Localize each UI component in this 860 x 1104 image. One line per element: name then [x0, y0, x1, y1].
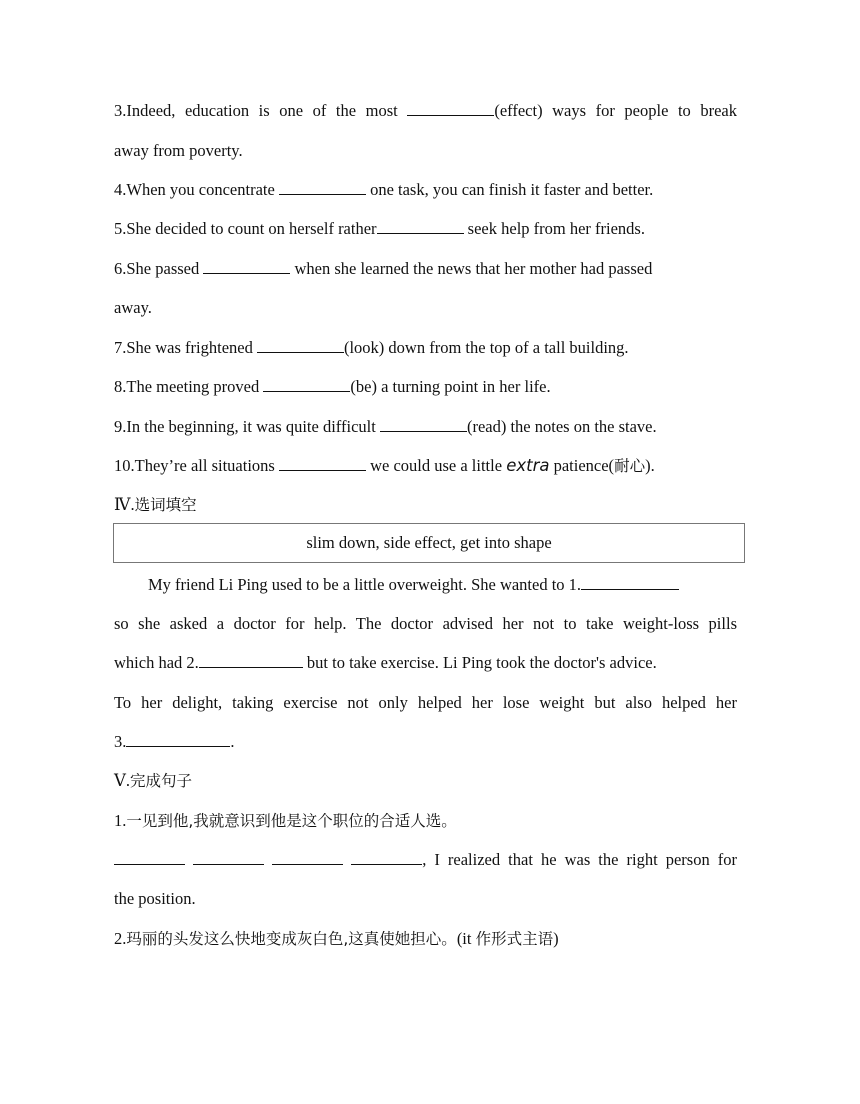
question-3-continuation: away from poverty. — [114, 141, 243, 160]
chinese-sentence: 一见到他,我就意识到他是这个职位的合适人选。 — [126, 812, 457, 830]
question-9 — [114, 416, 657, 438]
passage-text: but to take exercise. Li Ping took the doctor's advice. — [302, 653, 657, 672]
question-6-continuation: away. — [114, 298, 152, 317]
question-9-hint: (read) the notes on the stave. — [466, 417, 657, 436]
question-10 — [114, 455, 655, 477]
question-10-word: extra — [506, 456, 550, 475]
section-5-numeral: Ⅴ. — [114, 771, 131, 790]
answer-blank-1[interactable] — [581, 574, 679, 590]
question-3-text: 3.Indeed, education is one of the most — [114, 101, 408, 120]
word-bank-box — [113, 523, 745, 563]
question-9-text: 9.In the beginning, it was quite difficult — [114, 417, 380, 436]
chinese-sentence: 玛丽的头发这么快地变成灰白色,这真使她担心。 — [126, 930, 457, 948]
question-6-rest: when she learned the news that her mother had passed — [290, 259, 653, 278]
question-7 — [114, 337, 629, 359]
note-text: 作形式主语 — [475, 930, 554, 948]
section-4-title: 选词填空 — [134, 496, 197, 514]
question-10-middle: we could use a little — [365, 456, 507, 475]
answer-blank[interactable] — [272, 849, 343, 865]
question-7-text: 7.She was frightened — [114, 338, 257, 357]
question-number: 1. — [114, 811, 127, 830]
word-bank-text: slim down, side effect, get into shape — [306, 533, 552, 552]
answer-blank[interactable] — [193, 849, 264, 865]
question-4-rest: one task, you can finish it faster and better. — [365, 180, 654, 199]
question-10-after: patience( — [549, 456, 615, 475]
answer-blank[interactable] — [279, 179, 366, 195]
question-7-hint: (look) down from the top of a tall building. — [343, 338, 629, 357]
passage-text: My friend Li Ping used to be a little overweight. She wanted to 1. — [148, 575, 582, 594]
question-3 — [114, 100, 737, 122]
question-10-gloss: 耐心 — [614, 457, 646, 475]
question-5-text: 5.She decided to count on herself rather — [114, 219, 377, 238]
question-10-end: ). — [645, 456, 655, 475]
section-4-heading — [114, 494, 197, 516]
question-5-rest: seek help from her friends. — [463, 219, 645, 238]
answer-blank-2[interactable] — [199, 652, 303, 668]
question-4-text: 4.When you concentrate — [114, 180, 279, 199]
answer-blank[interactable] — [279, 455, 366, 471]
translation-question-1 — [114, 810, 457, 832]
answer-blank[interactable] — [263, 376, 350, 392]
passage-text: which had 2. — [114, 653, 199, 672]
translation-answer-1-continuation: the position. — [114, 889, 196, 908]
question-3-hint: (effect) ways for people to break — [494, 101, 738, 120]
question-4 — [114, 179, 653, 201]
answer-blank[interactable] — [377, 218, 464, 234]
passage-line-1 — [148, 574, 679, 596]
answer-blank[interactable] — [351, 849, 422, 865]
note-open: (it — [456, 929, 476, 948]
passage-line-4: To her delight, taking exercise not only helped her lose weight but also helped her — [114, 693, 737, 712]
question-8-text: 8.The meeting proved — [114, 377, 264, 396]
question-10-text: 10.They’re all situations — [114, 456, 279, 475]
translation-question-2 — [114, 928, 559, 950]
passage-line-5 — [114, 731, 235, 753]
question-number: 2. — [114, 929, 127, 948]
answer-blank-3[interactable] — [126, 731, 230, 747]
question-8 — [114, 376, 551, 398]
passage-line-2: so she asked a doctor for help. The doctor advised her not to take weight-loss pills — [114, 614, 737, 633]
passage-text: 3. — [114, 732, 127, 751]
question-6-text: 6.She passed — [114, 259, 204, 278]
section-5-title: 完成句子 — [130, 772, 193, 790]
answer-blank[interactable] — [380, 416, 467, 432]
answer-blank[interactable] — [257, 337, 344, 353]
passage-line-3 — [114, 652, 657, 674]
section-5-heading — [114, 770, 192, 792]
answer-sentence-rest: , I realized that he was the right person for — [422, 850, 738, 869]
answer-blank[interactable] — [114, 849, 185, 865]
passage-text: . — [230, 732, 235, 751]
section-4-numeral: Ⅳ. — [114, 495, 135, 514]
answer-blank[interactable] — [407, 100, 494, 116]
translation-answer-1 — [114, 849, 737, 871]
question-6 — [114, 258, 652, 280]
question-5 — [114, 218, 645, 240]
note-close: ) — [553, 929, 559, 948]
question-8-hint: (be) a turning point in her life. — [350, 377, 551, 396]
answer-blank[interactable] — [203, 258, 290, 274]
